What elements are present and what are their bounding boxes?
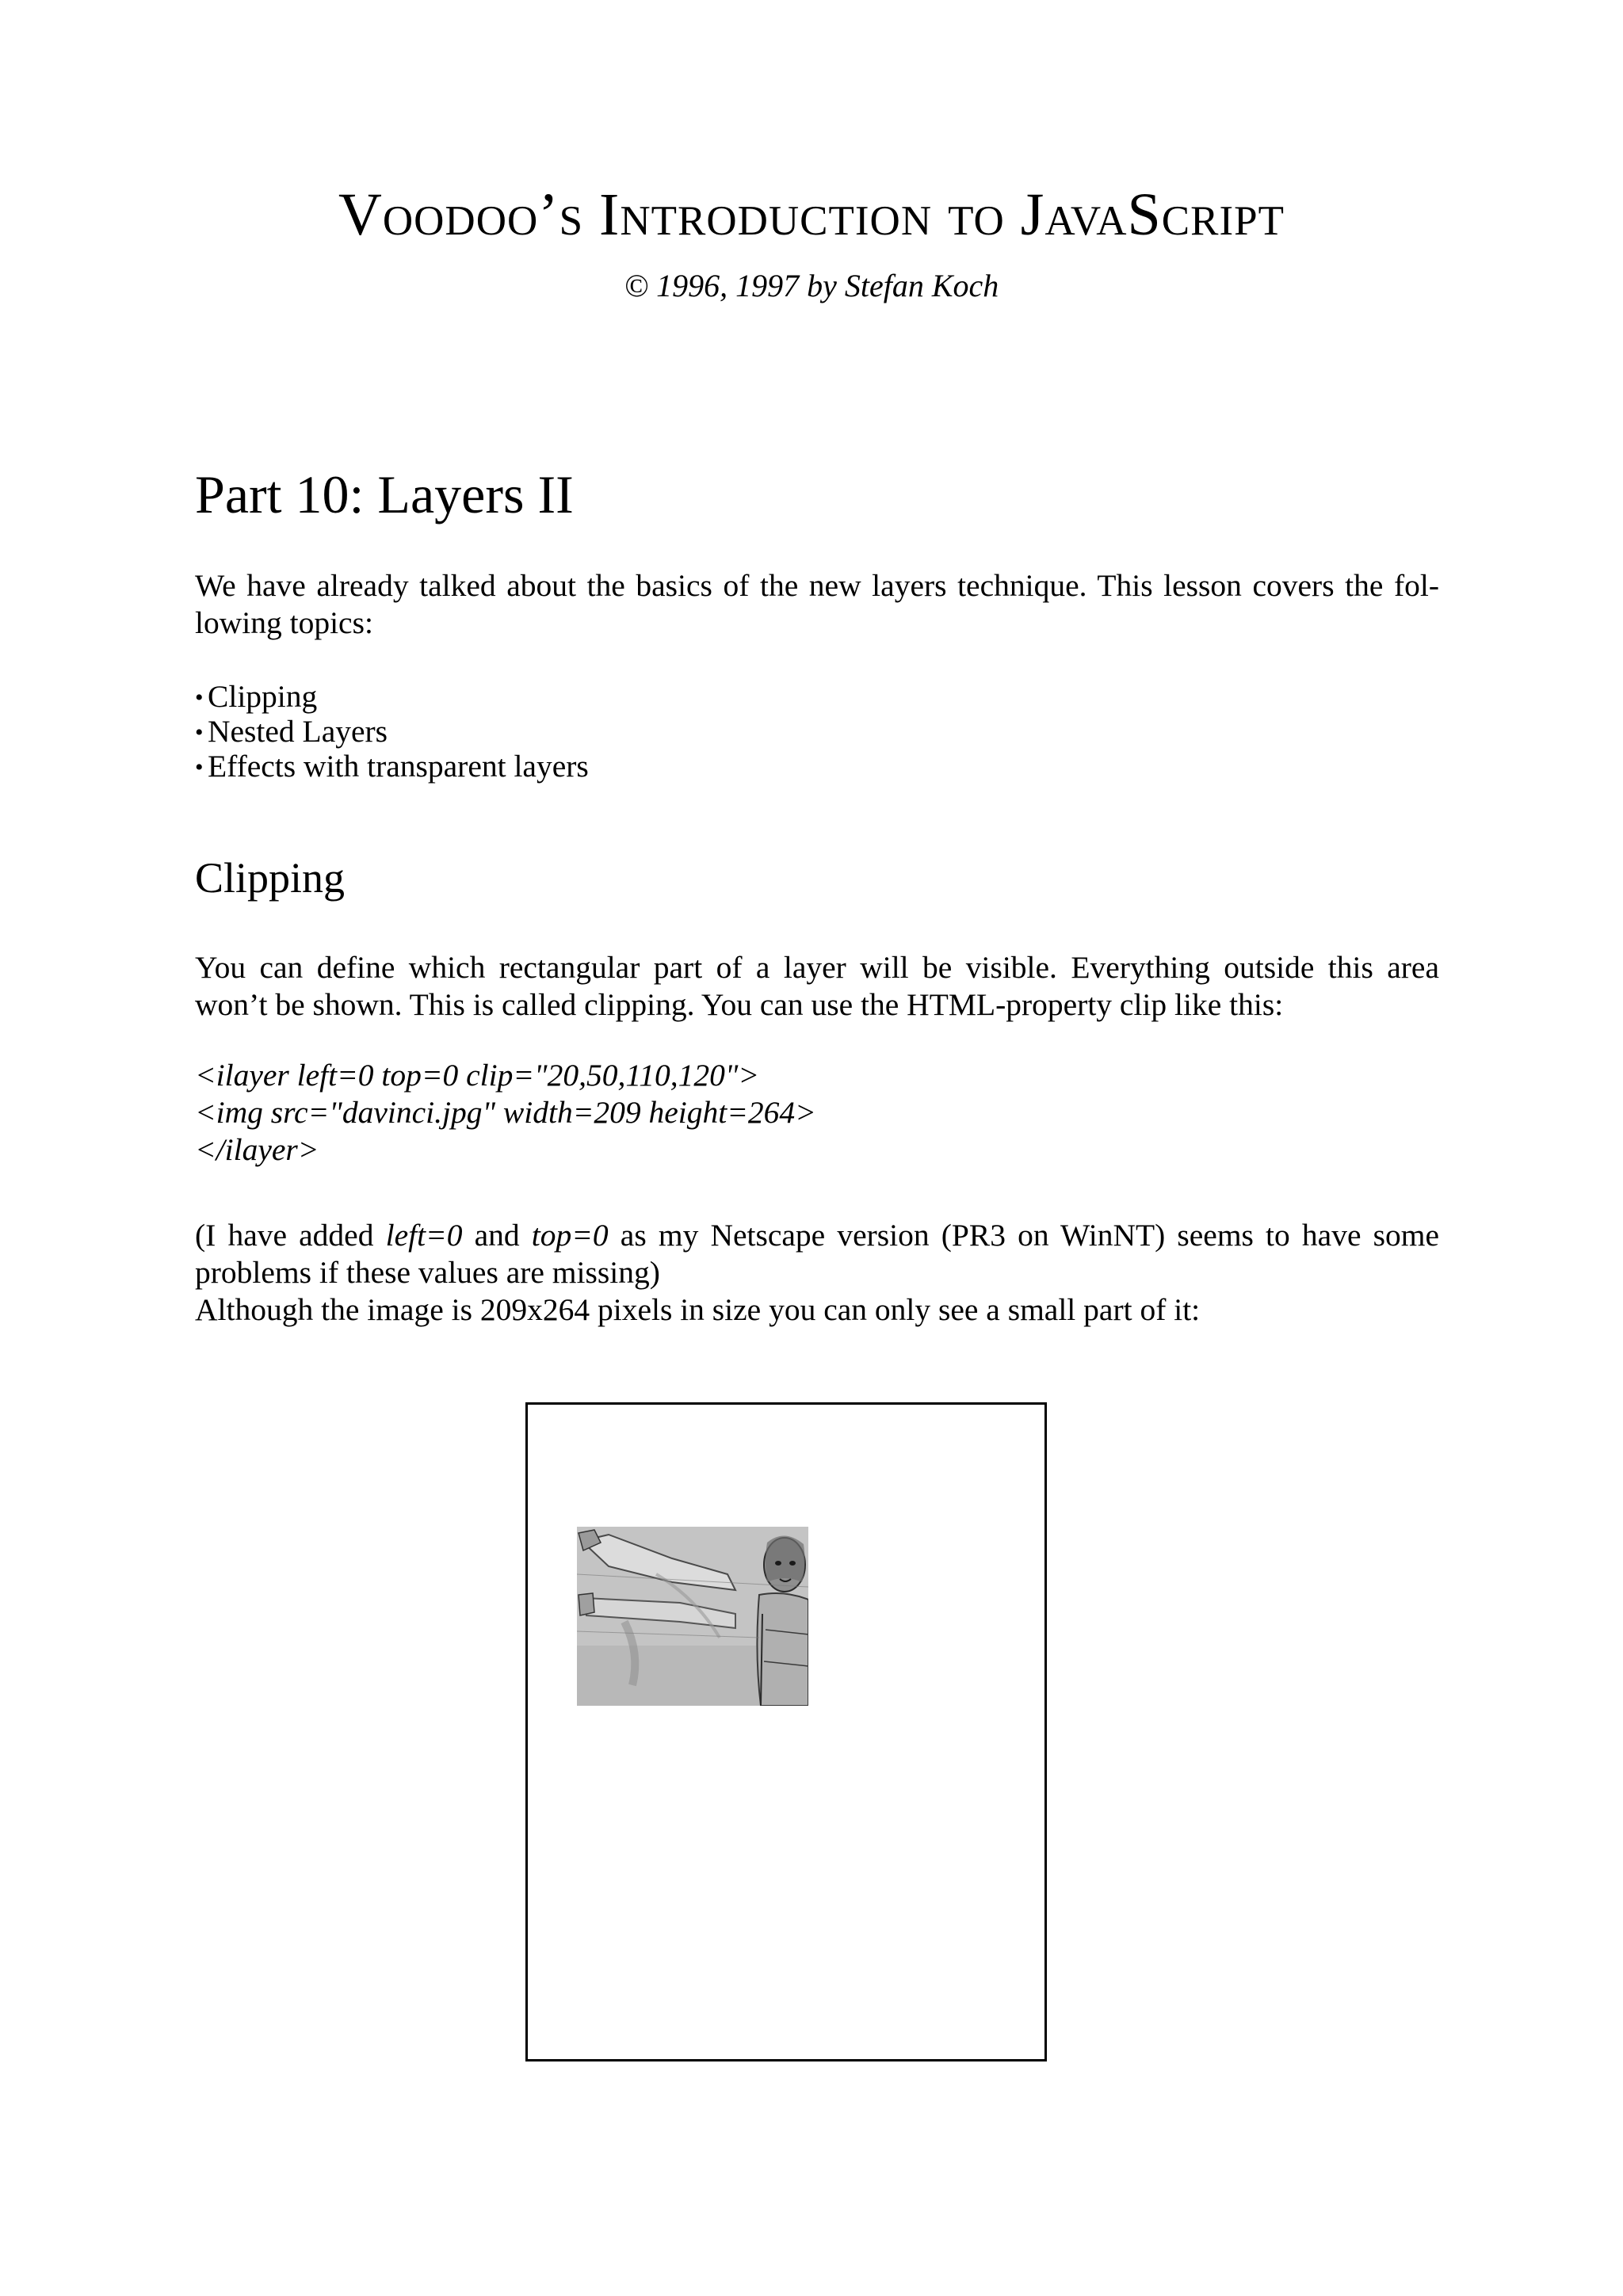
code-example — [195, 1057, 816, 1169]
clipping-line-1: You can define which rectangular part of a layer will be visible. Everything outside this area — [195, 950, 1439, 985]
inline-code: left=0 — [385, 1218, 463, 1253]
intro-line-1: We have already talked about the basics of the new layers technique. This lesson covers the fol- — [195, 568, 1439, 603]
davinci-sketch-image — [577, 1527, 808, 1706]
note-text: (I have added — [195, 1218, 386, 1253]
list-item — [195, 715, 589, 749]
davinci-sketch-icon — [577, 1527, 808, 1706]
topic-list — [195, 680, 589, 784]
list-item — [195, 749, 589, 784]
document-title: Voodoo’s Introduction to JavaScript — [338, 181, 1285, 248]
clipping-paragraph — [195, 949, 1439, 1024]
topic-label: Nested Layers — [208, 714, 388, 749]
note-line-3: Although the image is 209x264 pixels in size you can only see a small part of it: — [195, 1292, 1201, 1327]
topic-label: Effects with transparent layers — [208, 749, 589, 784]
code-line: <ilayer left=0 top=0 clip="20,50,110,120"> — [195, 1058, 760, 1093]
copyright-line: © 1996, 1997 by Stefan Koch — [624, 268, 999, 303]
note-text: and — [462, 1218, 532, 1253]
note-line-1 — [195, 1217, 1439, 1254]
note-line-2: problems if these values are missing) — [195, 1255, 660, 1290]
intro-line-2: lowing topics: — [195, 605, 373, 640]
part-heading: Part 10: Layers II — [195, 464, 574, 524]
code-line: <img src="davinci.jpg" width=209 height=264> — [195, 1095, 816, 1130]
clipping-line-2: won’t be shown. This is called clipping. You can use the HTML-property clip like this: — [195, 987, 1284, 1022]
list-item — [195, 680, 589, 715]
intro-paragraph — [195, 567, 1439, 642]
bullet-icon: • — [195, 754, 204, 780]
bullet-icon: • — [195, 719, 204, 746]
note-paragraph — [195, 1217, 1439, 1329]
inline-code: top=0 — [531, 1218, 609, 1253]
topic-label: Clipping — [208, 679, 318, 714]
section-heading-clipping: Clipping — [195, 854, 346, 902]
note-text: as my Netscape version (PR3 on WinNT) seems to have some — [608, 1218, 1439, 1253]
clipped-layer-frame — [525, 1402, 1047, 2061]
bullet-icon: • — [195, 685, 204, 711]
code-line: </ilayer> — [195, 1132, 319, 1167]
